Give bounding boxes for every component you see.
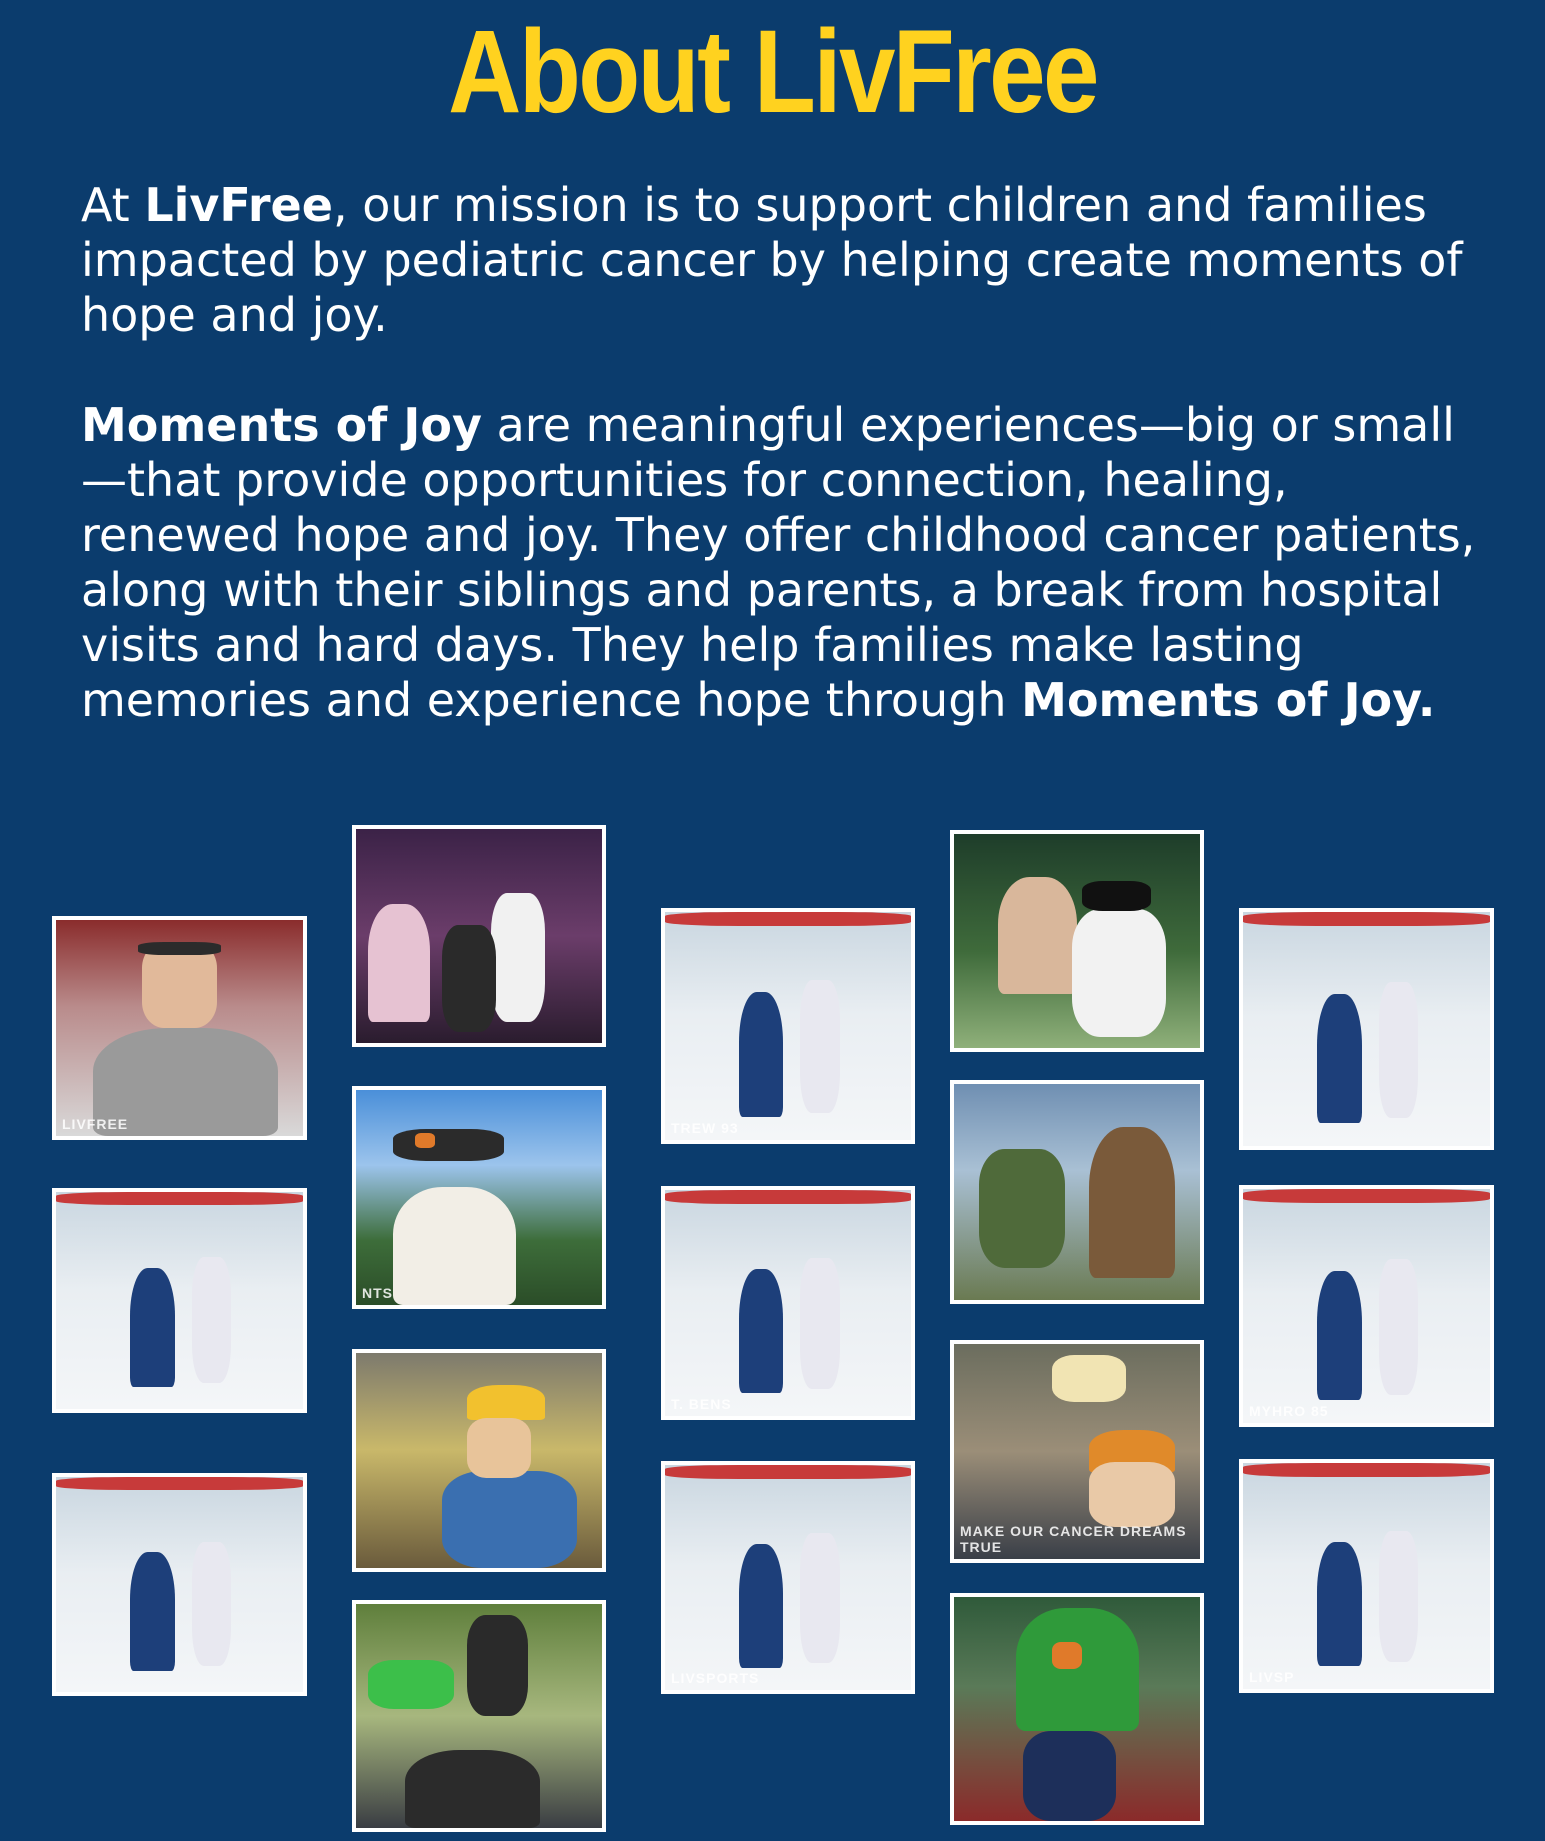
photo-mascot-boy	[950, 1593, 1204, 1825]
photo-figure	[467, 1385, 546, 1419]
photo-caption: TREW 93	[671, 1120, 739, 1136]
photo-figure	[739, 1544, 783, 1668]
photo-child-pony	[950, 1080, 1204, 1304]
photo-caption: LIVFREE	[62, 1116, 129, 1132]
moments-paragraph	[81, 398, 1481, 728]
photo-scene	[356, 1604, 602, 1828]
brand-name: LivFree	[144, 178, 333, 232]
moments-closing: Moments of Joy.	[1021, 673, 1436, 727]
photo-figure	[1243, 1189, 1490, 1203]
photo-scene	[56, 920, 303, 1136]
photo-figure	[739, 1269, 783, 1393]
photo-scene	[56, 1477, 303, 1692]
photo-scene	[356, 1090, 602, 1305]
photo-scene	[665, 912, 911, 1140]
photo-figure	[442, 925, 496, 1032]
photo-figure	[1052, 1642, 1082, 1669]
photo-figure	[368, 904, 430, 1022]
photo-figure	[979, 1149, 1065, 1268]
photo-figure	[415, 1133, 435, 1148]
photo-fan-sign	[950, 1340, 1204, 1563]
photo-scene	[1243, 1189, 1490, 1423]
photo-figure	[130, 1552, 174, 1670]
photo-figure	[665, 1190, 911, 1204]
photo-caption: LIVSPORTS	[671, 1670, 760, 1686]
photo-hockey-myhro-85	[1239, 1185, 1494, 1427]
photo-figure	[1317, 1542, 1361, 1666]
mission-paragraph	[81, 178, 1481, 343]
photo-figure	[1072, 909, 1165, 1037]
photo-figure	[998, 877, 1077, 995]
photo-scene	[56, 1192, 303, 1409]
mission-intro: At	[81, 178, 145, 232]
photo-man-ring	[52, 916, 307, 1140]
photo-hockey-puck-drop	[52, 1473, 307, 1696]
photo-figure	[192, 1542, 232, 1667]
moments-text: are meaningful experiences—big or small—that provide opportunities for connection, healing, renewed hope and joy. They offer childhood cancer patients, along with their siblings and parents, a break from hospital visits and hard days. They help families make lasting memories and experience hope through	[81, 398, 1476, 727]
photo-figure	[491, 893, 545, 1021]
photo-figure	[1317, 994, 1361, 1123]
photo-figure	[1379, 982, 1419, 1118]
photo-caption: MAKE OUR CANCER DREAMS TRUE	[960, 1523, 1187, 1555]
photo-scene	[665, 1190, 911, 1416]
photo-figure	[405, 1750, 540, 1828]
photo-scene	[1243, 1463, 1490, 1689]
photo-figure	[130, 1268, 174, 1387]
photo-hockey-goalie-livsp	[1239, 1459, 1494, 1693]
photo-figure	[665, 1465, 911, 1479]
photo-figure	[800, 980, 839, 1112]
photo-figure	[1243, 912, 1490, 926]
page-title: About LivFree	[448, 6, 1097, 138]
photo-figure	[467, 1418, 531, 1478]
photo-figure	[1243, 1463, 1490, 1477]
photo-figure	[800, 1533, 839, 1664]
photo-hockey-goal-17	[1239, 908, 1494, 1150]
photo-hockey-players-talking	[661, 1186, 915, 1420]
photo-figure	[56, 1192, 303, 1205]
photo-figure	[192, 1257, 232, 1383]
photo-figure	[1052, 1355, 1126, 1402]
photo-girl-hard-hat	[352, 1349, 606, 1572]
photo-boy-giants-cap	[352, 1086, 606, 1309]
photo-figure	[665, 912, 911, 926]
photo-figure	[442, 1471, 577, 1568]
photo-figure	[368, 1660, 454, 1709]
photo-figure	[1317, 1271, 1361, 1400]
photo-caption: MYHRO 85	[1249, 1403, 1329, 1419]
photo-figure	[56, 1477, 303, 1490]
photo-scene	[356, 829, 602, 1043]
photo-figure	[467, 1615, 529, 1716]
photo-scene	[954, 834, 1200, 1048]
photo-figure	[739, 992, 783, 1117]
photo-caption: NTS	[362, 1285, 393, 1301]
photo-figure	[1089, 1127, 1175, 1278]
photo-figure	[1016, 1608, 1139, 1731]
photo-figure	[1379, 1259, 1419, 1395]
photo-caption: LIVSP	[1249, 1669, 1295, 1685]
photo-family-theme-park	[352, 825, 606, 1047]
photo-figure	[142, 942, 216, 1028]
photo-scene	[1243, 912, 1490, 1146]
photo-hockey-trew-93	[661, 908, 915, 1144]
photo-figure	[1023, 1731, 1116, 1821]
photo-scene	[954, 1597, 1200, 1821]
photo-boy-on-shoulders	[352, 1600, 606, 1832]
photo-mom-son-stadium	[950, 830, 1204, 1052]
photo-figure	[1089, 1462, 1175, 1527]
moments-lead: Moments of Joy	[81, 398, 482, 452]
photo-caption: T. BENS	[671, 1396, 732, 1412]
photo-figure	[138, 942, 222, 955]
photo-hockey-player-orange-hat	[52, 1188, 307, 1413]
photo-figure	[1379, 1531, 1419, 1662]
photo-scene	[356, 1353, 602, 1568]
mission-text: , our mission is to support children and families impacted by pediatric cancer by helping create moments of hope and joy.	[81, 178, 1463, 342]
photo-figure	[393, 1187, 516, 1305]
photo-figure	[800, 1258, 839, 1389]
photo-figure	[1082, 881, 1151, 911]
photo-scene	[665, 1465, 911, 1690]
photo-hockey-game-livsports	[661, 1461, 915, 1694]
photo-scene	[954, 1084, 1200, 1300]
photo-figure	[393, 1129, 504, 1161]
